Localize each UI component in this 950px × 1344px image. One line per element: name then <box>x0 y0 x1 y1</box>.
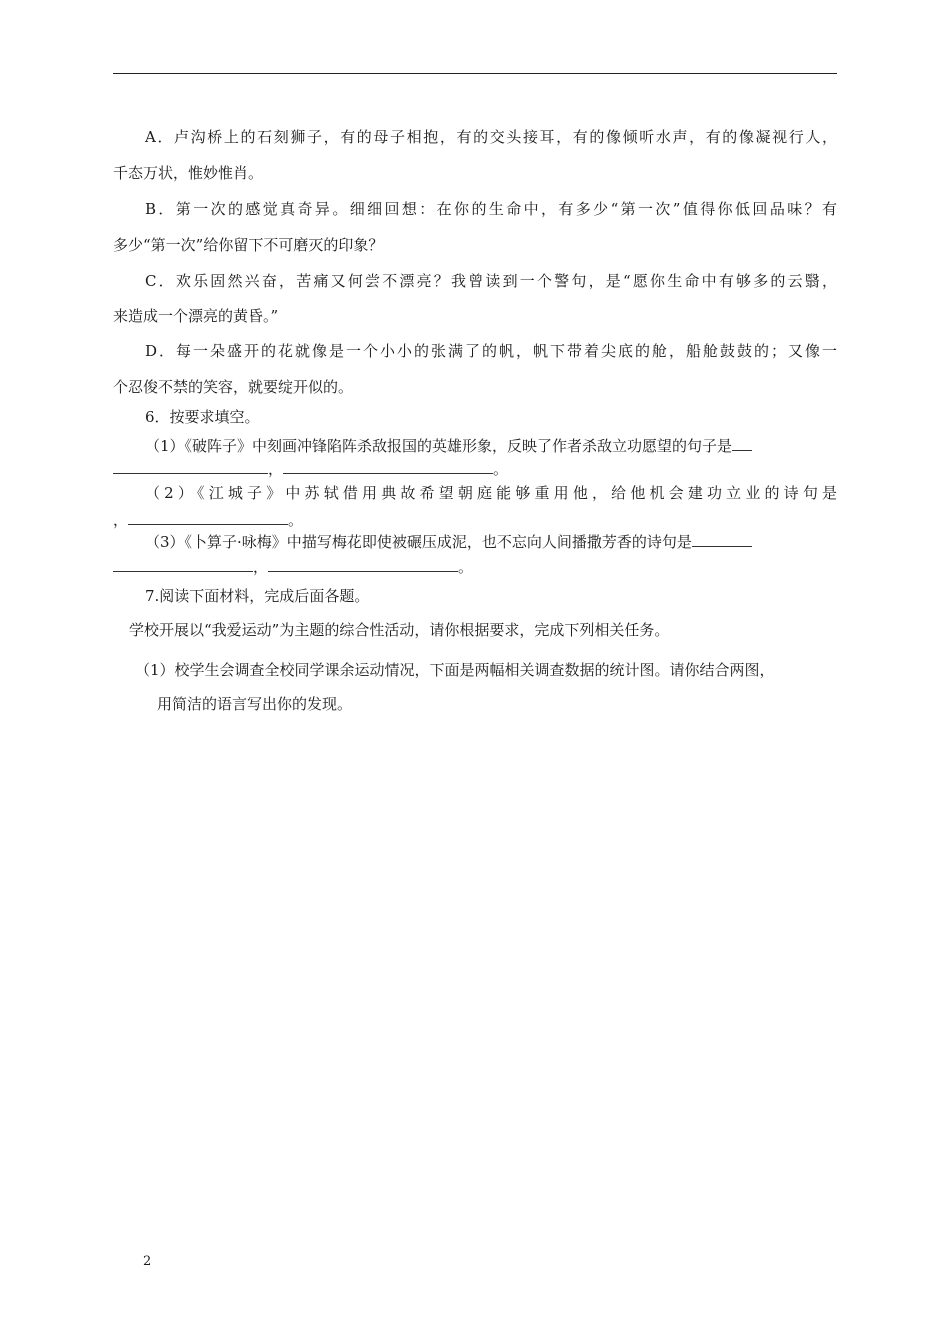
question-6-title: 6．按要求填空。 <box>145 408 260 426</box>
option-a-line-2: 千态万状，惟妙惟肖。 <box>113 164 264 182</box>
comma: ， <box>113 511 129 529</box>
option-b-line-1: B．第一次的感觉真奇异。细细回想：在你的生命中，有多少“第一次”值得你低回品味？有 <box>145 200 837 218</box>
period: 。 <box>458 558 474 576</box>
option-a-line-1: A．卢沟桥上的石刻狮子，有的母子相抱，有的交头接耳，有的像倾听水声，有的像凝视行人， <box>145 128 837 146</box>
option-c-line-1: C．欢乐固然兴奋，苦痛又何尝不漂亮？我曾读到一个警句，是“愿你生命中有够多的云翳， <box>145 272 837 290</box>
question-6-part-2: （2）《江城子》中苏轼借用典故希望朝庭能够重用他，给他机会建功立业的诗句是 <box>145 484 837 502</box>
question-6-part-1-text: （1）《破阵子》中刻画冲锋陷阵杀敌报国的英雄形象，反映了作者杀敌立功愿望的句子是 <box>145 437 733 455</box>
option-b-line-2: 多少“第一次”给你留下不可磨灭的印象？ <box>113 236 384 254</box>
question-7-title: 7.阅读下面材料，完成后面各题。 <box>145 587 370 605</box>
comma: ， <box>253 558 269 576</box>
question-7-task-1-line-1: （1）校学生会调查全校同学课余运动情况，下面是两幅相关调查数据的统计图。请你结合两图， <box>135 661 775 679</box>
period: 。 <box>288 511 304 529</box>
question-6-part-1 <box>145 436 837 456</box>
question-6-part-3-answers <box>113 557 837 577</box>
option-c-line-2: 来造成一个漂亮的黄昏。” <box>113 307 279 325</box>
question-6-part-3-text: （3）《卜算子·咏梅》中描写梅花即使被碾压成泥，也不忘向人间播撒芳香的诗句是 <box>145 533 692 551</box>
header-rule <box>113 73 837 74</box>
question-6-part-3 <box>145 532 837 552</box>
answer-blank[interactable] <box>732 436 752 451</box>
question-6-part-2-answers <box>113 510 837 530</box>
option-d-line-1: D．每一朵盛开的花就像是一个小小的张满了的帆，帆下带着尖底的舱，船舱鼓鼓的；又像一 <box>145 342 837 360</box>
answer-blank[interactable] <box>113 557 253 572</box>
comma: ， <box>268 460 284 478</box>
question-6-part-1-answers <box>113 459 837 479</box>
answer-blank[interactable] <box>692 532 752 547</box>
question-7-intro: 学校开展以“我爱运动”为主题的综合性活动，请你根据要求，完成下列相关任务。 <box>129 621 670 639</box>
period: 。 <box>493 460 509 478</box>
option-d-line-2: 个忍俊不禁的笑容，就要绽开似的。 <box>113 378 354 396</box>
answer-blank[interactable] <box>268 557 458 572</box>
answer-blank[interactable] <box>128 510 288 525</box>
answer-blank[interactable] <box>113 459 268 474</box>
question-7-task-1-line-2: 用简洁的语言写出你的发现。 <box>157 695 353 713</box>
answer-blank[interactable] <box>283 459 493 474</box>
page-number: 2 <box>143 1254 152 1269</box>
